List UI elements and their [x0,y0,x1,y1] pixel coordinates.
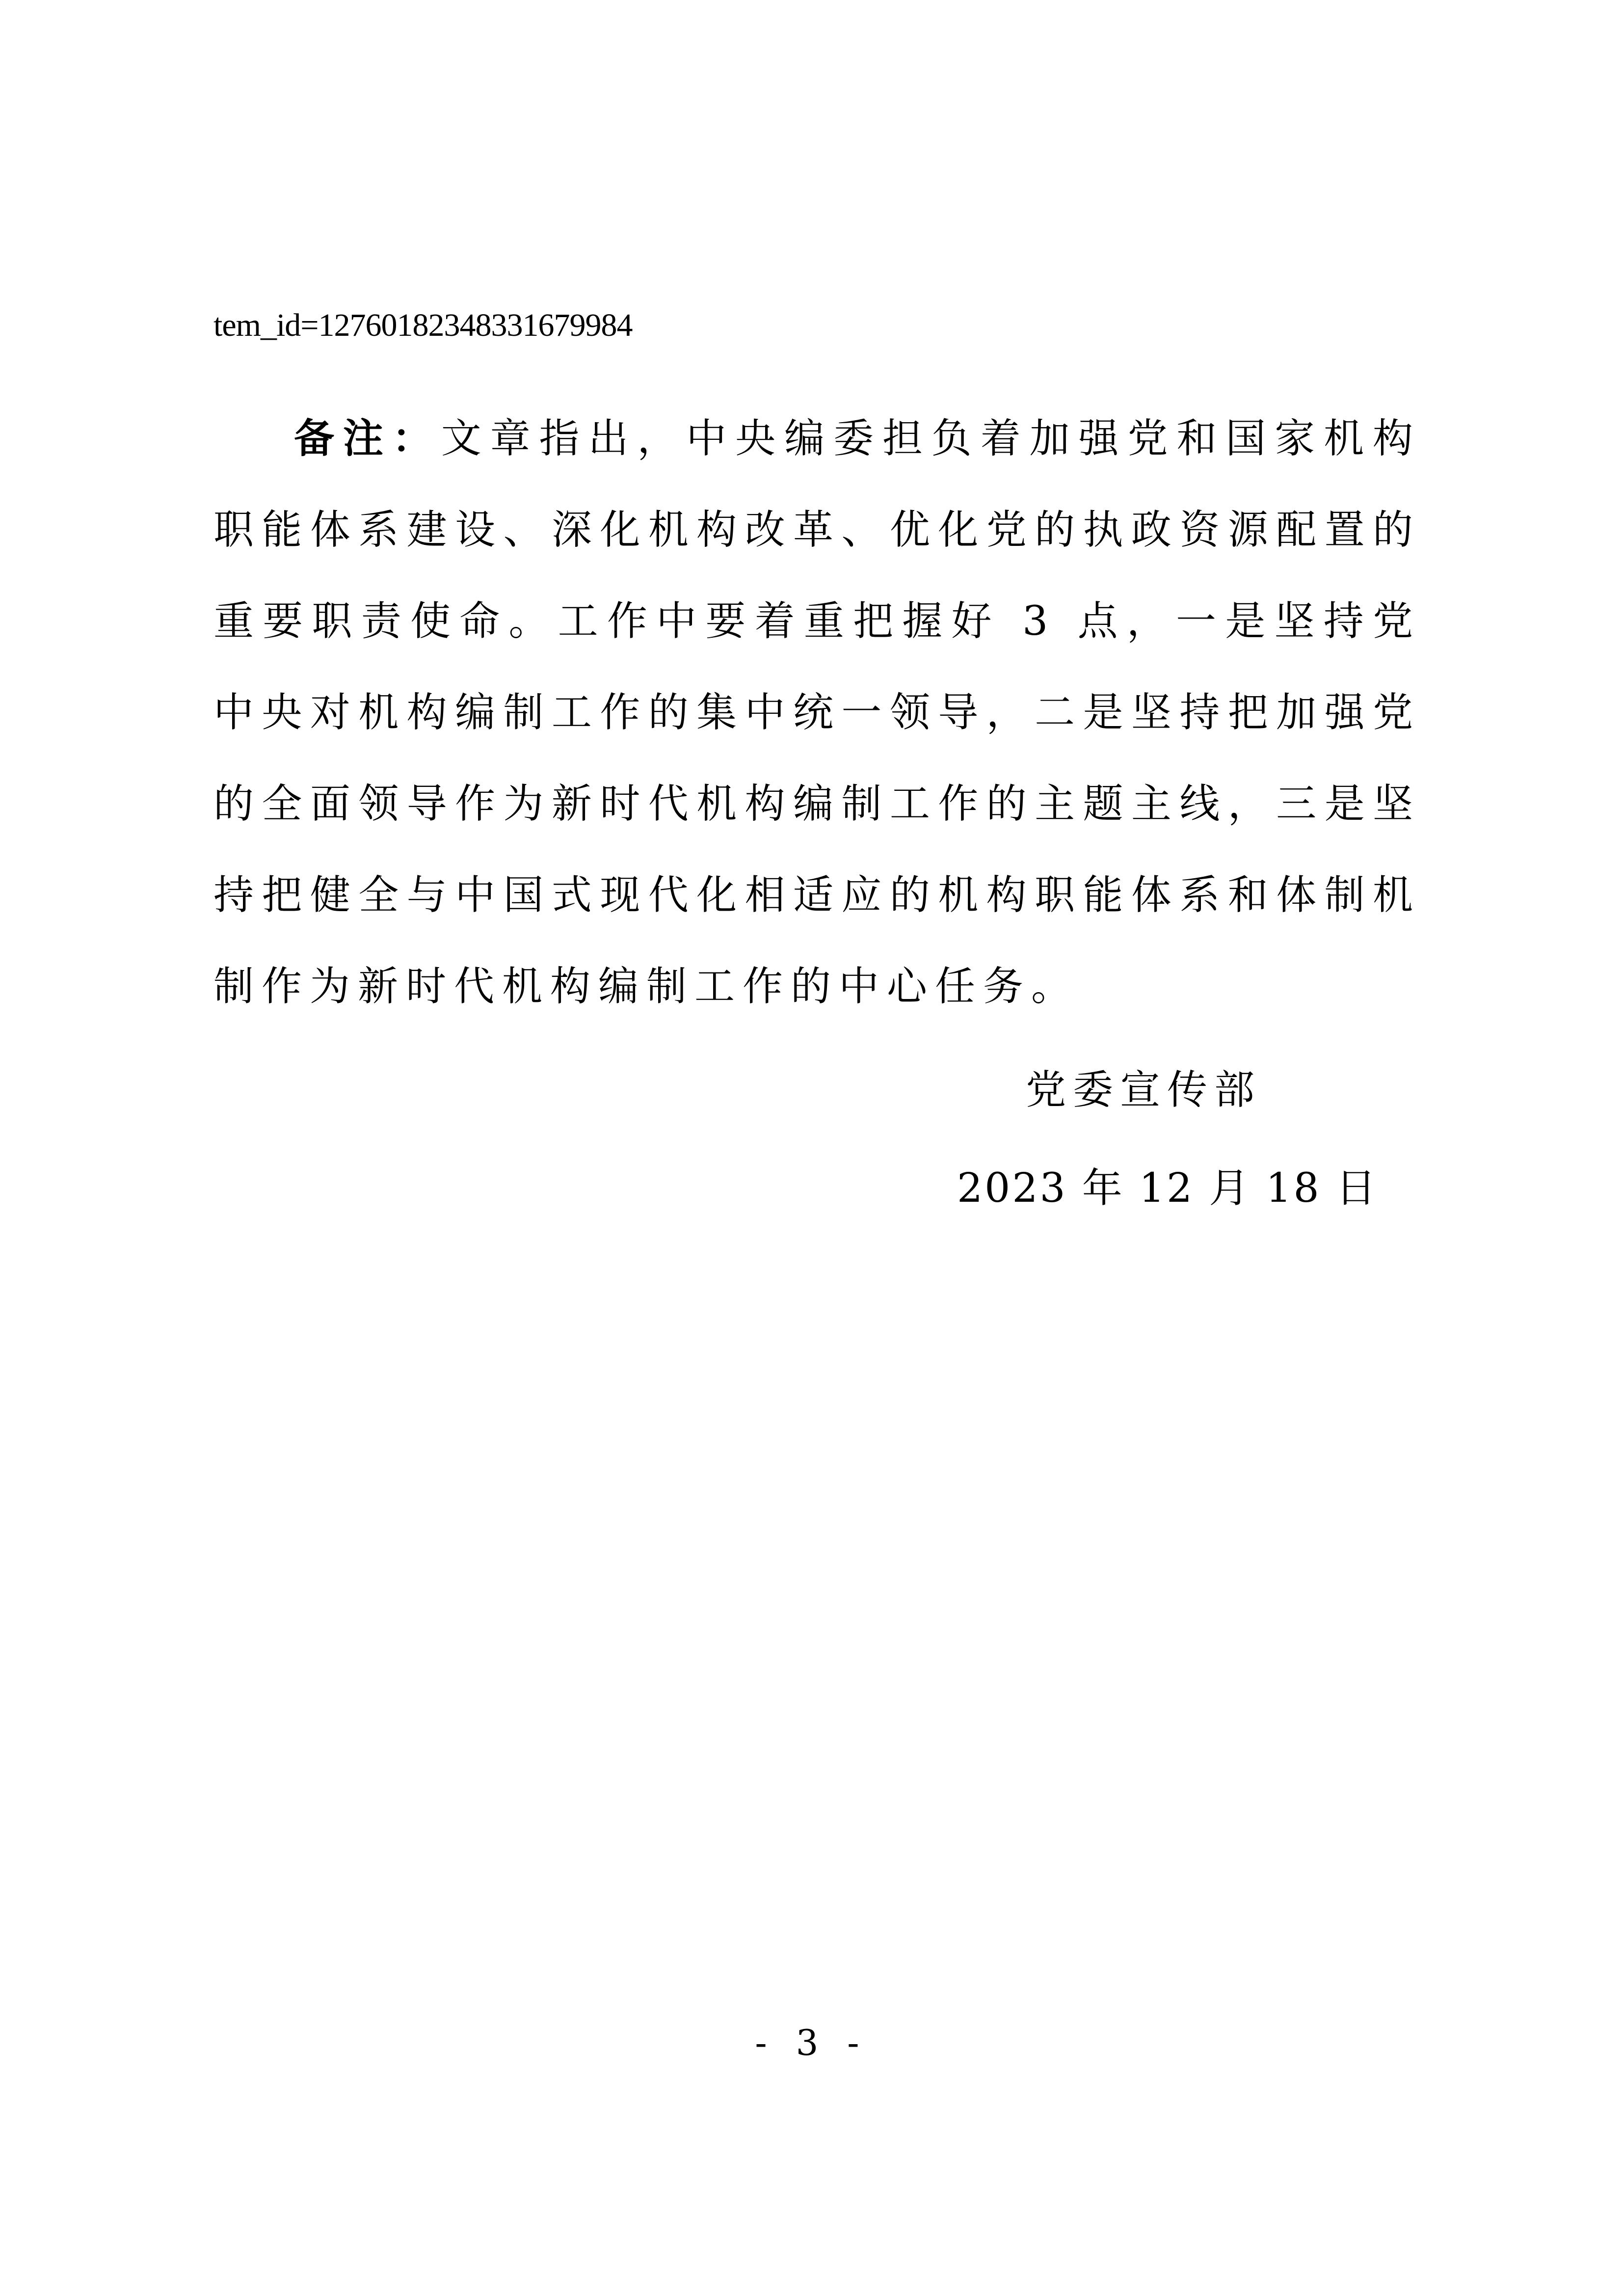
signature-department: 党委宣传部 [1026,1067,1262,1113]
header-id: tem_id=12760182348331679984 [213,307,633,343]
page-number: - 3 - [755,2022,868,2063]
note-text: 文章指出，中央编委担负着加强党和国家机构职能体系建设、深化机构改革、优化党的执政资源配置的重要职责使命。工作中要着重把握好 3 点，一是坚持党中央对机构编制工作的集中统一领导，二是坚持把加强党的全面领导作为新时代机构编制工作的主题主线，三是坚持把健全与中国式现代化相适应的机构职能体系和体制机制作为新时代机构编制工作的中心任务。 [213,415,1421,1010]
note-label: 备注： [294,415,441,462]
signature-date: 2023 年 12 月 18 日 [957,1165,1378,1212]
note-paragraph [213,393,1421,1032]
